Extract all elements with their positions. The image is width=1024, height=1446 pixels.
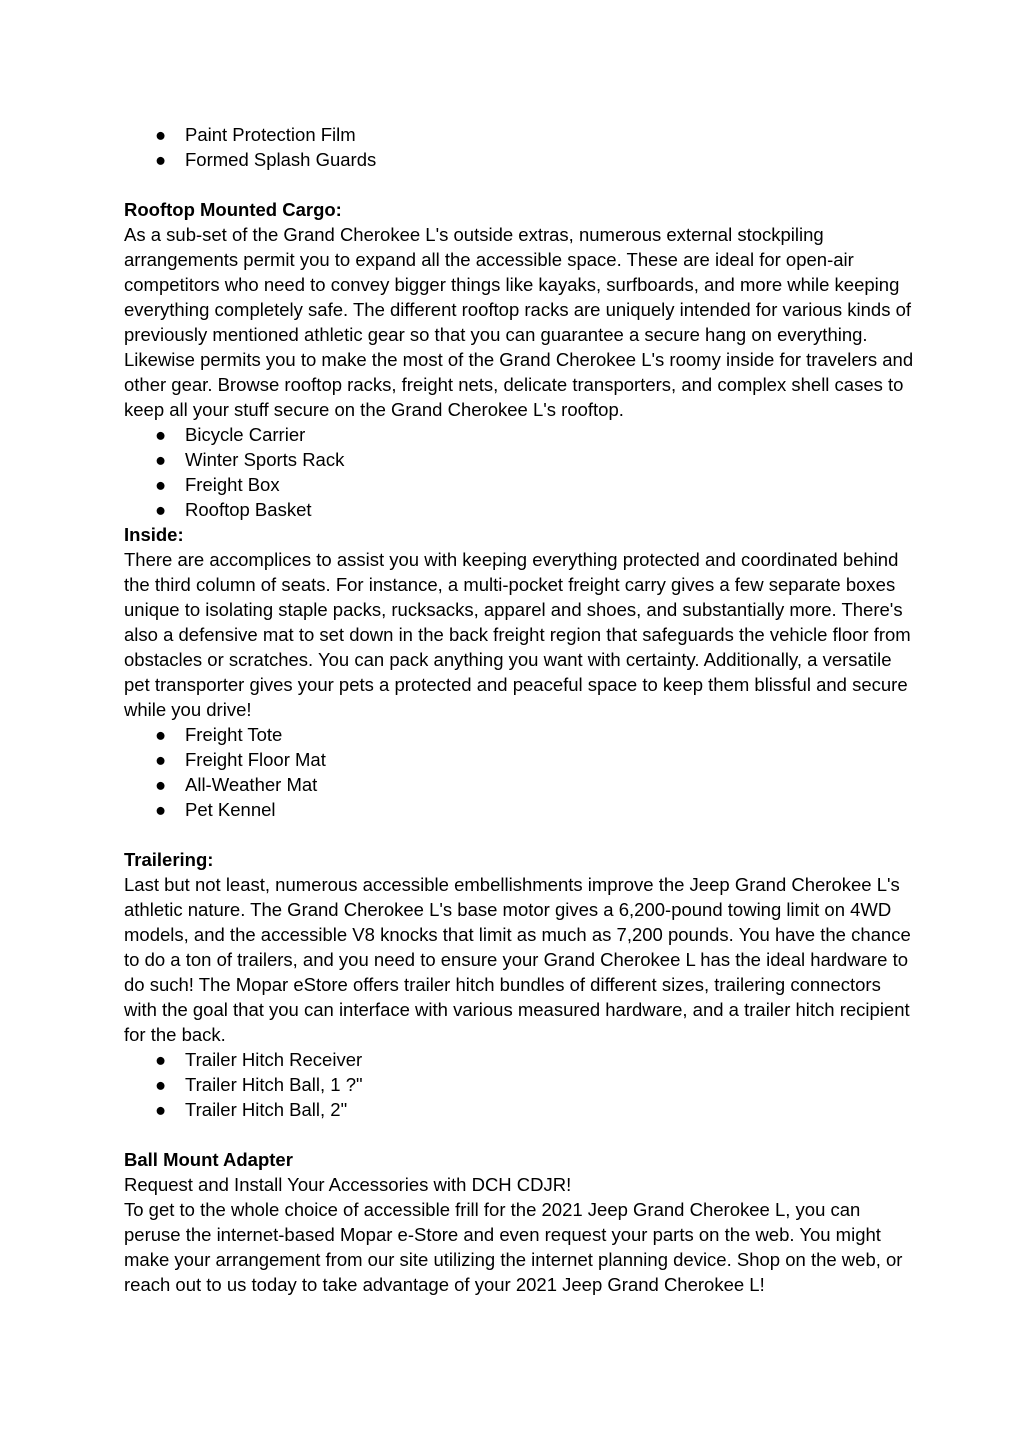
section-body-inside: There are accomplices to assist you with keeping everything protected and coordinated behind the third column of seats. For instance, a multi-pocket freight carry gives a few separate boxes unique to isolating staple packs, rucksacks, apparel and shoes, and substantially more. There's also a defensive mat to set down in the back freight region that safeguards the vehicle floor from obstacles or scratches. You can pack anything you want with certainty. Additionally, a versatile pet transporter gives your pets a protected and peaceful space to keep them blissful and secure while you drive! — [124, 549, 911, 720]
list-item: ● Trailer Hitch Receiver — [155, 1049, 363, 1070]
list-item: ● Paint Protection Film — [155, 124, 356, 145]
trailering-list — [124, 1047, 914, 1122]
intro-list — [124, 122, 914, 172]
list-item: ● Rooftop Basket — [155, 499, 312, 520]
section-body-trailering: Last but not least, numerous accessible embellishments improve the Jeep Grand Cherokee L's athletic nature. The Grand Cherokee L's base motor gives a 6,200-pound towing limit on 4WD models, and the accessible V8 knocks that limit as much as 7,200 pounds. You have the chance to do a ton of trailers, and you need to ensure your Grand Cherokee L has the ideal hardware to do such! The Mopar eStore offers trailer hitch bundles of different sizes, trailering connectors with the goal that you can interface with various measured hardware, and a trailer hitch recipient for the back. — [124, 874, 911, 1045]
bullet-icon: ● — [155, 449, 167, 470]
bullet-icon: ● — [155, 499, 167, 520]
bullet-icon: ● — [155, 1049, 167, 1070]
bullet-icon: ● — [155, 1099, 167, 1120]
rooftop-list — [124, 422, 914, 522]
bullet-icon: ● — [155, 474, 167, 495]
section-heading-rooftop: Rooftop Mounted Cargo: — [124, 199, 342, 220]
list-item: ● Pet Kennel — [155, 799, 276, 820]
document-page — [124, 122, 914, 1297]
list-item: ● Winter Sports Rack — [155, 449, 345, 470]
bullet-icon: ● — [155, 799, 167, 820]
spacer — [124, 822, 914, 847]
section-heading-ball-mount: Ball Mount Adapter — [124, 1149, 293, 1170]
bullet-icon: ● — [155, 774, 167, 795]
bullet-icon: ● — [155, 149, 167, 170]
bullet-icon: ● — [155, 749, 167, 770]
section-subheading-ball-mount: Request and Install Your Accessories with DCH CDJR! — [124, 1174, 572, 1195]
section-body-rooftop: As a sub-set of the Grand Cherokee L's outside extras, numerous external stockpiling arrangements permit you to expand all the accessible space. These are ideal for open-air competitors who need to convey bigger things like kayaks, surfboards, and more while keeping everything completely safe. The different rooftop racks are uniquely intended for various kinds of previously mentioned athletic gear so that you can guarantee a secure hang on everything. Likewise permits you to make the most of the Grand Cherokee L's roomy inside for travelers and other gear. Browse rooftop racks, freight nets, delicate transporters, and complex shell cases to keep all your stuff secure on the Grand Cherokee L's rooftop. — [124, 224, 914, 420]
list-item: ● Trailer Hitch Ball, 2" — [155, 1099, 348, 1120]
section-body-ball-mount: To get to the whole choice of accessible frill for the 2021 Jeep Grand Cherokee L, you can peruse the internet-based Mopar e-Store and even request your parts on the web. You might make your arrangement from our site utilizing the internet planning device. Shop on the web, or reach out to us today to take advantage of your 2021 Jeep Grand Cherokee L! — [124, 1199, 903, 1295]
spacer — [124, 1122, 914, 1147]
list-item: ● Freight Tote — [155, 724, 283, 745]
bullet-icon: ● — [155, 724, 167, 745]
list-item: ● Formed Splash Guards — [155, 149, 377, 170]
list-item: ● Freight Floor Mat — [155, 749, 326, 770]
list-item: ● Bicycle Carrier — [155, 424, 306, 445]
bullet-icon: ● — [155, 1074, 167, 1095]
bullet-icon: ● — [155, 124, 167, 145]
list-item: ● All-Weather Mat — [155, 774, 318, 795]
list-item: ● Freight Box — [155, 474, 280, 495]
section-heading-inside: Inside: — [124, 524, 184, 545]
bullet-icon: ● — [155, 424, 167, 445]
inside-list — [124, 722, 914, 822]
section-heading-trailering: Trailering: — [124, 849, 214, 870]
spacer — [124, 172, 914, 197]
list-item: ● Trailer Hitch Ball, 1 ?" — [155, 1074, 363, 1095]
